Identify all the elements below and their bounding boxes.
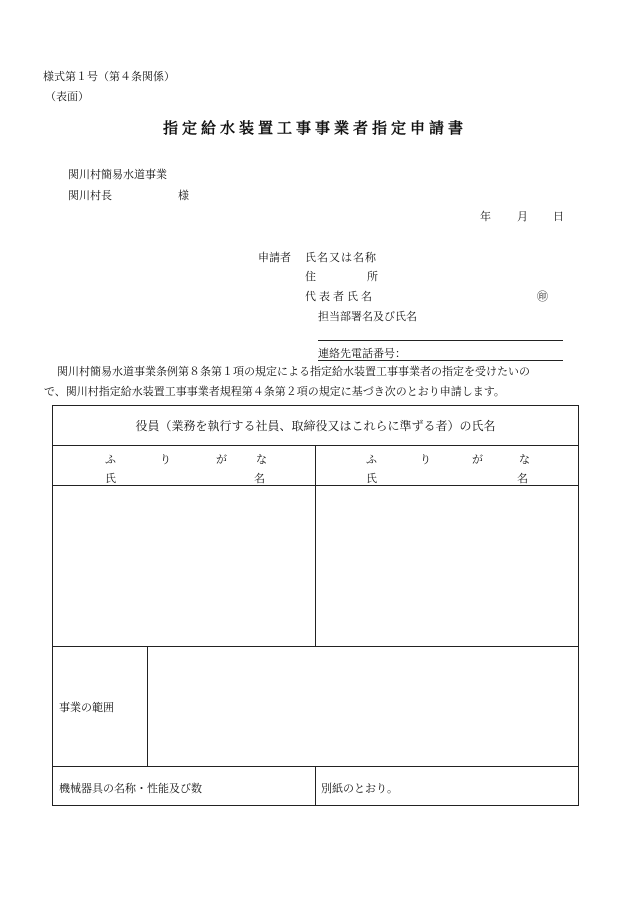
name-left-mei: 名	[254, 472, 265, 485]
applicant-address-label-2: 所	[367, 270, 378, 283]
phone-underline	[318, 360, 563, 361]
applicant-name-label: 氏名又は名称	[305, 251, 377, 264]
officers-header: 役員（業務を執行する社員、取締役又はこれらに準ずる者）の氏名	[135, 419, 496, 433]
furigana-right-na: な	[519, 453, 530, 466]
scope-label: 事業の範囲	[59, 701, 114, 714]
form-side: （表面）	[45, 90, 89, 103]
dept-underline	[318, 340, 563, 341]
name-left-shi: 氏	[105, 472, 116, 485]
addressee-organization: 関川村簡易水道事業	[68, 168, 167, 181]
furigana-right-fu: ふ	[366, 453, 377, 466]
date-day: 日	[553, 210, 564, 223]
applicant-phone-label: 連絡先電話番号：	[318, 347, 406, 360]
officers-area-bottom	[53, 646, 578, 647]
equipment-value: 別紙のとおり。	[321, 782, 398, 795]
page-title: 指定給水装置工事事業者指定申請書	[162, 119, 467, 137]
applicant-address-label-1: 住	[305, 270, 316, 283]
applicant-dept-label: 担当部署名及び氏名	[318, 310, 417, 323]
officers-table	[52, 405, 579, 806]
furigana-left-na: な	[256, 453, 267, 466]
name-right-mei: 名	[517, 472, 528, 485]
equipment-column-divider	[315, 766, 316, 806]
addressee-honorific: 様	[178, 189, 189, 202]
body-line-2: で、関川村指定給水装置工事事業者規程第４条第２項の規定に基づき次のとおり申請します。	[44, 385, 505, 398]
equipment-label: 機械器具の名称・性能及び数	[59, 782, 202, 795]
date-month: 月	[517, 210, 528, 223]
applicant-rep-label: 代表者氏名	[305, 290, 375, 303]
officers-column-divider	[315, 445, 316, 646]
name-right-shi: 氏	[366, 472, 377, 485]
form-number: 様式第１号（第４条関係）	[43, 70, 175, 83]
furigana-left-ri: り	[160, 453, 171, 466]
furigana-right-ri: り	[420, 453, 431, 466]
furigana-left-ga: が	[216, 453, 227, 466]
seal-mark: ㊞	[537, 290, 548, 303]
addressee-mayor: 関川村長	[68, 189, 112, 202]
date-year: 年	[480, 210, 491, 223]
body-line-1: 関川村簡易水道事業条例第８条第１項の規定による指定給水装置工事事業者の指定を受けたいの	[57, 365, 530, 378]
furigana-right-ga: が	[472, 453, 483, 466]
scope-column-divider	[147, 646, 148, 766]
applicant-label: 申請者	[258, 251, 291, 264]
furigana-left-fu: ふ	[105, 453, 116, 466]
